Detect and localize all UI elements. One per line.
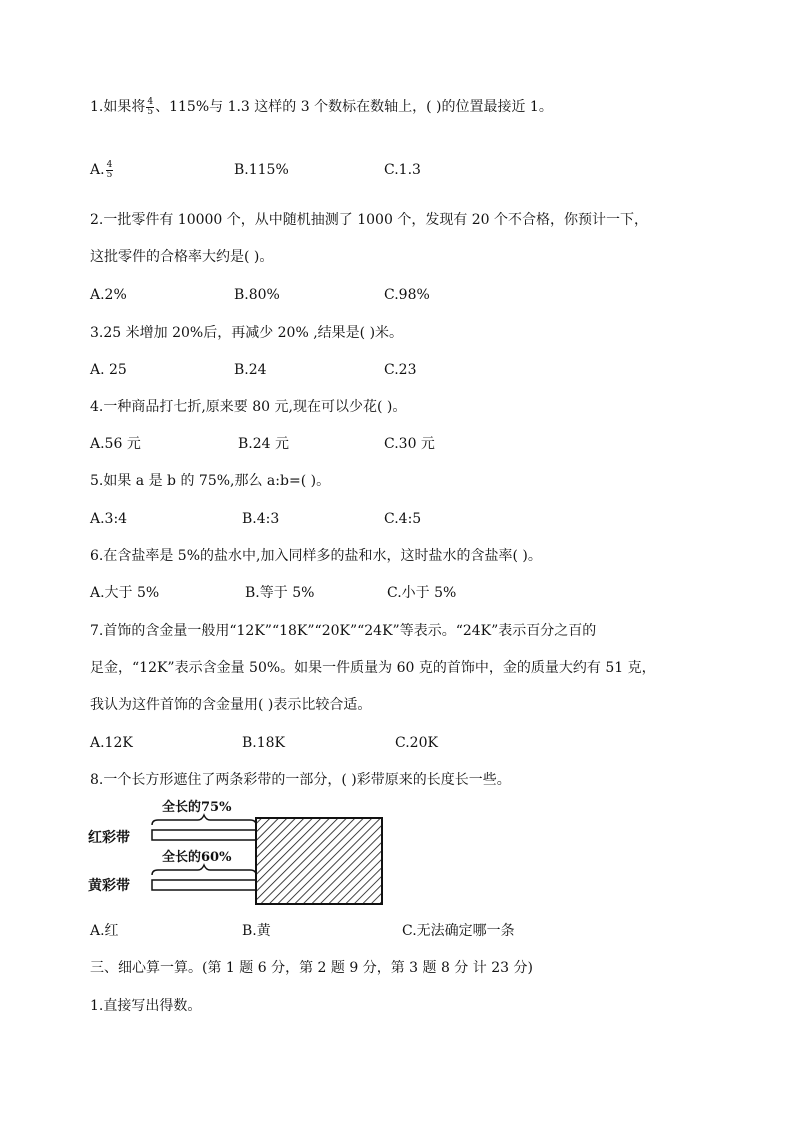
red-ribbon <box>152 830 256 840</box>
q1-option-a-prefix: A. <box>90 162 105 178</box>
q1-option-b: B.115% <box>234 162 289 178</box>
q3-stem: 3.25 米增加 20%后，再减少 20% ,结果是( )米。 <box>90 325 404 341</box>
q1-option-c: C.1.3 <box>384 162 421 178</box>
q3-option-a: A. 25 <box>90 362 127 378</box>
q5-stem: 5.如果 a 是 b 的 75%,那么 a:b=( )。 <box>90 473 331 489</box>
q7-stem-line1: 7.首饰的含金量一般用“12K”“18K”“20K”“24K”等表示。“24K”表示百分之百的 <box>90 623 597 639</box>
section3-title: 三、细心算一算。(第 1 题 6 分，第 2 题 9 分，第 3 题 8 分 计 23 分) <box>90 960 533 976</box>
q6-option-c: C.小于 5% <box>387 585 457 601</box>
q4-option-c: C.30 元 <box>384 436 435 452</box>
cover-rectangle <box>256 818 382 904</box>
q1-stem-post: 、115%与 1.3 这样的 3 个数标在数轴上，( )的位置最接近 1。 <box>155 99 553 115</box>
yellow-ribbon <box>152 880 256 890</box>
red-brace-label: 全长的75% <box>162 800 232 815</box>
q3-option-b: B.24 <box>234 362 267 378</box>
ribbon-diagram <box>88 796 388 908</box>
q2-option-a: A.2% <box>90 287 127 303</box>
q5-option-b: B.4:3 <box>242 511 280 527</box>
q3-option-c: C.23 <box>384 362 417 378</box>
q5-option-a: A.3:4 <box>90 511 128 527</box>
fraction-numerator: 4 <box>106 159 113 170</box>
fraction-numerator: 4 <box>147 96 154 107</box>
q1-stem <box>90 97 553 117</box>
q1-option-a <box>90 160 114 180</box>
fraction-denominator: 5 <box>106 169 113 180</box>
q8-option-a: A.红 <box>90 923 119 939</box>
q4-option-a: A.56 元 <box>90 436 141 452</box>
yellow-brace-label: 全长的60% <box>162 850 232 865</box>
q8-option-c: C.无法确定哪一条 <box>402 923 515 939</box>
q4-option-b: B.24 元 <box>238 436 290 452</box>
q8-stem: 8.一个长方形遮住了两条彩带的一部分，( )彩带原来的长度长一些。 <box>90 772 511 788</box>
q6-stem: 6.在含盐率是 5%的盐水中,加入同样多的盐和水，这时盐水的含盐率( )。 <box>90 548 542 564</box>
section3-sub1: 1.直接写出得数。 <box>90 998 202 1014</box>
q7-option-a: A.12K <box>90 735 133 751</box>
q7-option-b: B.18K <box>242 735 286 751</box>
q2-stem-line2: 这批零件的合格率大约是( )。 <box>90 249 274 265</box>
q8-option-b: B.黄 <box>242 923 271 939</box>
option-fraction <box>106 161 114 180</box>
q2-option-b: B.80% <box>234 287 280 303</box>
q2-stem-line1: 2.一批零件有 10000 个，从中随机抽测了 1000 个，发现有 20 个不合格，你预计一下， <box>90 212 649 228</box>
q5-option-c: C.4:5 <box>384 511 422 527</box>
ribbon-figure <box>88 796 388 908</box>
q7-option-c: C.20K <box>395 735 438 751</box>
q2-option-c: C.98% <box>384 287 430 303</box>
q6-option-a: A.大于 5% <box>90 585 160 601</box>
fraction-denominator: 5 <box>147 106 154 117</box>
yellow-ribbon-label: 黄彩带 <box>88 878 130 894</box>
q1-stem-pre: 1.如果将 <box>90 99 146 115</box>
fraction-four-fifths <box>146 98 154 117</box>
q7-stem-line2: 足金，“12K”表示含金量 50%。如果一件质量为 60 克的首饰中，金的质量大约有 51 克， <box>90 660 656 676</box>
q6-option-b: B.等于 5% <box>245 585 315 601</box>
q7-stem-line3: 我认为这件首饰的含金量用( )表示比较合适。 <box>90 697 372 713</box>
red-ribbon-label: 红彩带 <box>88 830 130 846</box>
q4-stem: 4.一种商品打七折,原来要 80 元,现在可以少花( )。 <box>90 399 407 415</box>
